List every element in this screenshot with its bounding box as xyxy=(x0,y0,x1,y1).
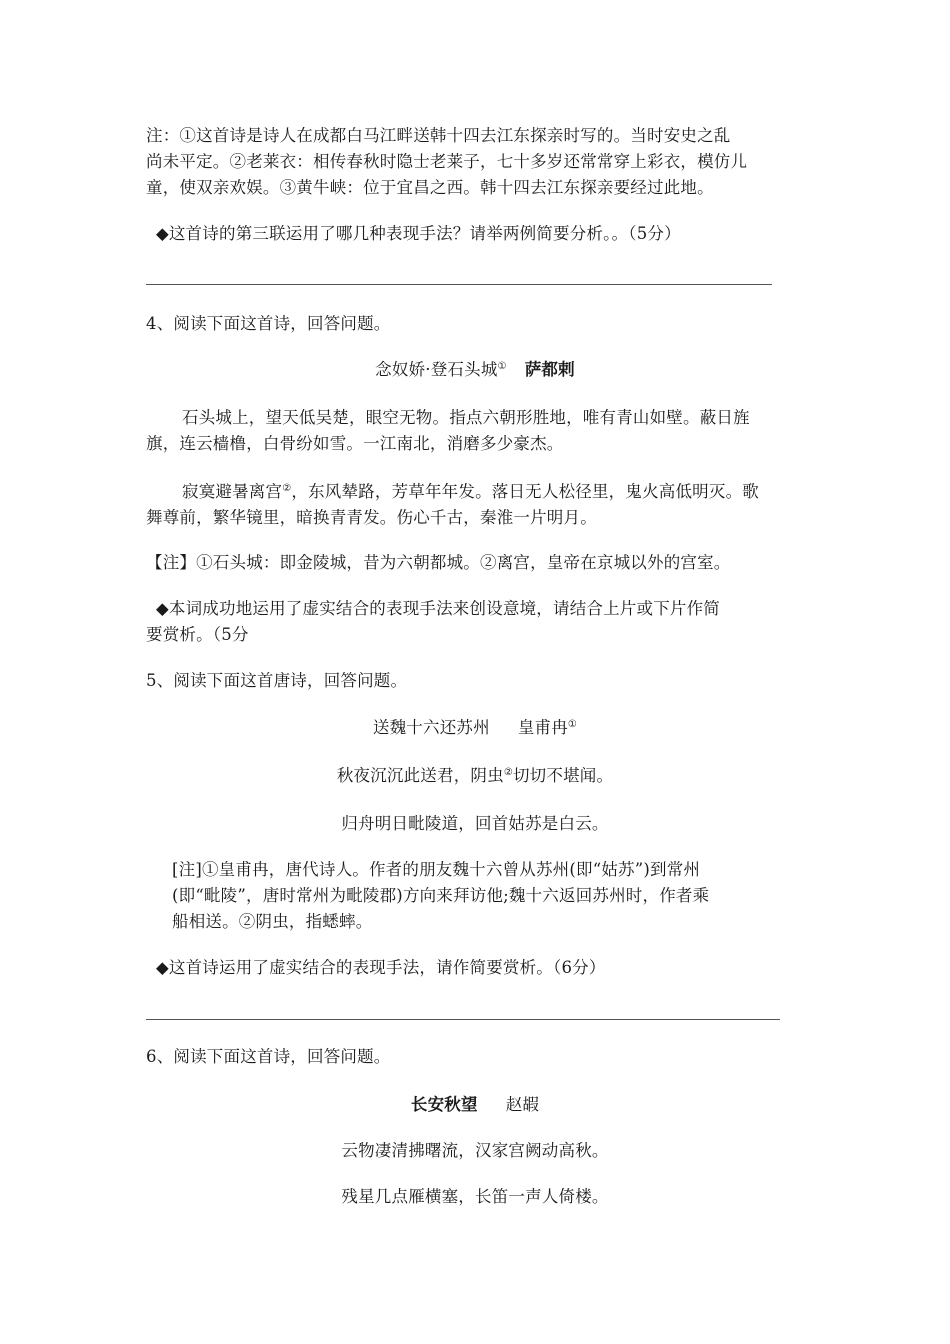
q4-poem-author: 萨都剌 xyxy=(524,360,575,379)
q5-answer-line xyxy=(146,1019,780,1020)
q4-question-line-1: ◆本词成功地运用了虚实结合的表现手法来创设意境，请结合上片或下片作简 xyxy=(156,599,720,618)
q5-line1-post: 切切不堪闻。 xyxy=(512,766,614,785)
q5-intro: 5、阅读下面这首唐诗，回答问题。 xyxy=(146,671,408,690)
q5-note-line-1: [注]①皇甫冉，唐代诗人。作者的朋友魏十六曾从苏州(即“姑苏”)到常州 xyxy=(172,860,701,879)
q5-poem-title: 送魏十六还苏州 xyxy=(372,718,490,737)
q3-question: ◆这首诗的第三联运用了哪几种表现手法？请举两例简要分析。。（5分） xyxy=(156,224,681,243)
q4-stanza2-line-1 xyxy=(182,480,759,504)
q5-poem-line-1 xyxy=(0,764,950,788)
q5-line1-pre: 秋夜沉沉此送君，阴虫 xyxy=(336,766,504,785)
q6-intro: 6、阅读下面这首诗，回答问题。 xyxy=(146,1047,391,1066)
q4-stanza1-line-2: 旗，连云樯橹，白骨纷如雪。一江南北，消磨多少豪杰。 xyxy=(146,434,564,453)
q5-poem-line-2: 归舟明日毗陵道，回首姑苏是白云。 xyxy=(341,814,609,833)
q5-author-footnote-mark: ① xyxy=(567,719,578,730)
q4-stanza2-line-2: 舞尊前，繁华镜里，暗换青青发。伤心千古，秦淮一片明月。 xyxy=(146,508,597,527)
q4-poem-title: 念奴娇·登石头城 xyxy=(375,360,498,379)
q3-note-line-2: 尚未平定。②老莱衣：相传春秋时隐士老莱子，七十多岁还常常穿上彩衣，模仿儿 xyxy=(146,152,748,171)
q5-note-line-2: (即“毗陵”，唐时常州为毗陵郡)方向来拜访他;魏十六返回苏州时，作者乘 xyxy=(172,886,710,905)
q6-poem-line-2: 残星几点雁横塞，长笛一声人倚楼。 xyxy=(341,1187,609,1206)
q4-question-line-2: 要赏析。（5分 xyxy=(146,625,249,644)
q4-note: 【注】①石头城：即金陵城，昔为六朝都城。②离宫，皇帝在京城以外的宫室。 xyxy=(146,553,731,572)
q4-poem-heading xyxy=(0,358,950,382)
q5-line1-footnote-mark: ② xyxy=(503,767,513,778)
q5-poem-heading xyxy=(0,716,950,740)
q4-stanza1-line-1: 石头城上，望天低吴楚，眼空无物。指点六朝形胜地，唯有青山如壁。蔽日旌 xyxy=(182,408,750,427)
q6-poem-line-1: 云物凄清拂曙流，汉家宫阙动高秋。 xyxy=(341,1141,609,1160)
q4-intro: 4、阅读下面这首诗，回答问题。 xyxy=(146,314,391,333)
q6-poem-heading xyxy=(0,1093,950,1117)
q5-question: ◆这首诗运用了虚实结合的表现手法，请作简要赏析。（6分） xyxy=(156,958,606,977)
q4-title-footnote-mark: ① xyxy=(497,361,507,372)
q6-poem-title: 长安秋望 xyxy=(410,1095,478,1114)
q5-note-line-3: 船相送。②阴虫，指蟋蟀。 xyxy=(172,912,373,931)
q4-stanza2-pre: 寂寞避暑离宫 xyxy=(182,482,283,501)
q3-answer-line xyxy=(146,284,772,285)
q3-note-line-1: 注：①这首诗是诗人在成都白马江畔送韩十四去江东探亲时写的。当时安史之乱 xyxy=(146,126,731,145)
q4-stanza2-post: ，东风辇路，芳草年年发。落日无人松径里，鬼火高低明灭。歌 xyxy=(291,482,759,501)
q3-note-line-3: 童，使双亲欢娱。③黄牛峡：位于宜昌之西。韩十四去江东探亲要经过此地。 xyxy=(146,178,714,197)
q4-stanza2-footnote-mark: ② xyxy=(282,483,292,494)
q6-poem-author: 赵嘏 xyxy=(505,1095,540,1114)
q5-poem-author: 皇甫冉 xyxy=(517,718,568,737)
